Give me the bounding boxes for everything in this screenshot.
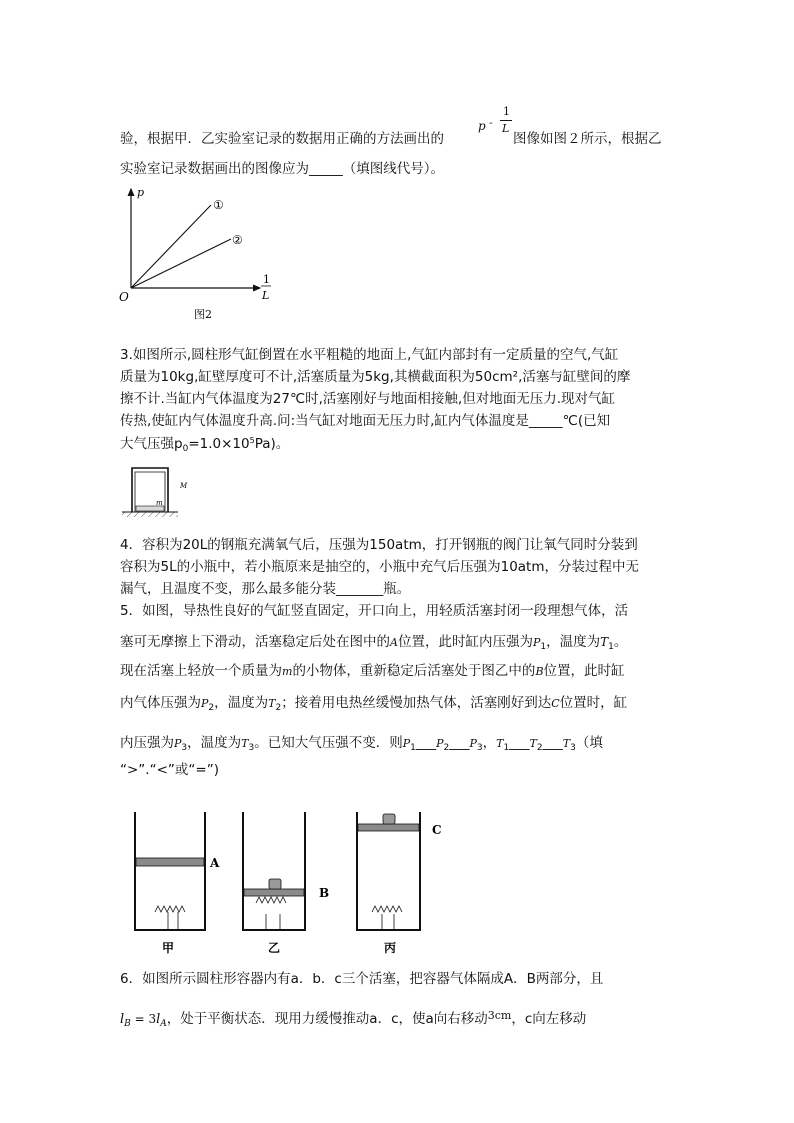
q5-cylinders-figure: [120, 806, 460, 956]
q4-line3: 漏气，且温度不变，那么最多能分装_______瓶。: [120, 581, 411, 597]
caption-bing: 丙: [384, 941, 397, 955]
caption-jia: 甲: [162, 941, 175, 955]
cylinder-jia: [135, 812, 220, 955]
piston-A: [136, 858, 204, 866]
x-axis-label-num: 1: [263, 273, 270, 286]
small-object-top: [383, 814, 395, 824]
cylinder-bing: [357, 812, 442, 955]
ground-hatch: [122, 512, 178, 517]
label-A: A: [210, 856, 220, 870]
p-over-L-formula: [478, 105, 518, 149]
figure-caption: 图2: [194, 308, 212, 321]
q2-line1-tail: 图像如图２所示，根据乙: [513, 131, 662, 147]
q2-line2: 实验室记录数据画出的图像应为_____（填图线代号）。: [120, 161, 444, 177]
q3-line2: 质量为10kg,缸壁厚度可不计,活塞质量为5kg,其横截面积为50cm²,活塞与缸壁间的摩: [120, 369, 631, 385]
label-M: M: [180, 482, 188, 490]
q3-line4: 传热,使缸内气体温度升高.问:当气缸对地面无压力时,缸内气体温度是_____℃(已知: [120, 413, 611, 429]
y-axis-label: p: [137, 186, 145, 199]
q5-line2: 塞可无摩擦上下滑动，活塞稳定后处在图中的A位置，此时缸内压强为$P_1$，温度为$T_1$。: [120, 634, 628, 652]
heater-coil-jia: [155, 906, 185, 912]
piston-B: [244, 889, 304, 896]
q4-line1: 4．容积为20L的钢瓶充满氧气后，压强为150atm，打开钢瓶的阀门让氧气同时分装到: [120, 537, 638, 553]
formula-dash: -: [489, 118, 493, 129]
formula-den: L: [502, 122, 510, 135]
line-1-label: ①: [213, 198, 224, 212]
q3-line3: 擦不计.当缸内气体温度为27℃时,活塞刚好与地面相接触,但对地面无压力.现对气缸: [120, 391, 616, 407]
q3-cylinder-figure: [120, 460, 200, 522]
figure-2-graph: [115, 183, 295, 323]
q5-line1: 5．如图，导热性良好的气缸竖直固定，开口向上，用轻质活塞封闭一段理想气体，活: [120, 603, 629, 619]
caption-yi: 乙: [268, 941, 281, 955]
label-C: C: [432, 823, 442, 837]
cylinder-yi: [243, 812, 329, 955]
graph-line-1: [131, 205, 211, 288]
q4-line2: 容积为5L的小瓶中，若小瓶原来是抽空的，小瓶中充气后压强为10atm，分装过程中无: [120, 559, 640, 575]
line-2-label: ②: [232, 233, 243, 247]
heater-coil-yi: [256, 897, 286, 903]
formula-p: p: [478, 119, 486, 133]
formula-bar: [500, 120, 512, 121]
origin-label: O: [119, 290, 129, 304]
q3-line1: 3.如图所示,圆柱形气缸倒置在水平粗糙的地面上,气缸内部封有一定质量的空气,气缸: [120, 347, 619, 363]
x-axis-label-den: L: [262, 289, 270, 302]
q5-line4: 内气体压强为$P_2$，温度为$T_2$；接着用电热丝缓慢加热气体，活塞刚好到达C位置时，缸: [120, 695, 628, 713]
q5-line6: “>”.“<”或“=”): [120, 762, 219, 778]
label-B: B: [319, 886, 330, 900]
formula-num: 1: [503, 105, 510, 118]
q2-line1: 验，根据甲．乙实验室记录的数据用正确的方法画出的: [120, 131, 444, 147]
q5-line5: 内压强为$P_3$，温度为$T_3$。已知大气压强不变．则$P_1\_\_\_P_2\_\_\_P_3$，$T_1\_\_\_T_2\_\_\_T_3$（填: [120, 735, 603, 753]
q5-line3: 现在活塞上轻放一个质量为m的小物体，重新稳定后活塞处于图乙中的B位置，此时缸: [120, 663, 625, 679]
piston-C: [358, 824, 419, 831]
small-object: [269, 879, 281, 889]
q3-line5: 大气压强$p_0=1.0\times 10^5Pa$)。: [120, 436, 290, 454]
q6-line1: 6．如图所示圆柱形容器内有a．b．c三个活塞，把容器气体隔成A．B两部分，且: [120, 971, 604, 987]
label-m: m: [156, 499, 163, 507]
q6-line2: $l_B = 3l_A$，处于平衡状态．现用力缓慢推动a．c，使a向右移动$^{3cm}$，c向左移动: [120, 1009, 587, 1029]
heater-coil-bing: [372, 906, 402, 912]
graph-line-2: [131, 239, 231, 288]
